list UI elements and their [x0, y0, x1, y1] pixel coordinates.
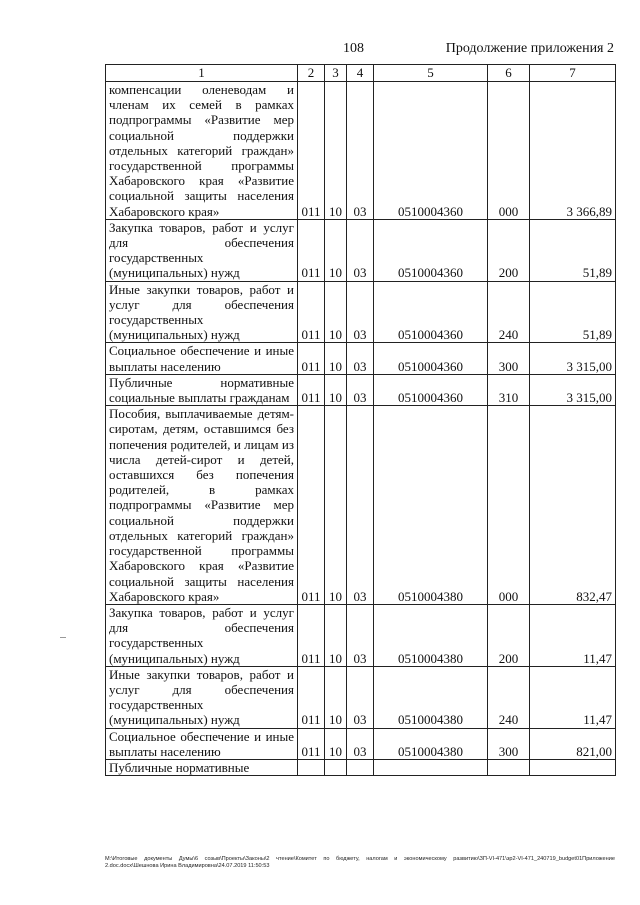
- row-section: 10: [325, 728, 347, 759]
- row-target-article: 0510004380: [374, 728, 488, 759]
- row-target-article: 0510004380: [374, 604, 488, 666]
- row-section: 10: [325, 343, 347, 374]
- row-amount: 821,00: [530, 728, 616, 759]
- row-target-article: 0510004360: [374, 82, 488, 220]
- row-section: 10: [325, 406, 347, 605]
- row-admin-code: 011: [298, 666, 325, 728]
- table-row: [106, 666, 616, 728]
- col-header-5: 5: [374, 65, 488, 82]
- row-target-article: 0510004360: [374, 281, 488, 343]
- row-section: 10: [325, 374, 347, 405]
- col-header-6: 6: [488, 65, 530, 82]
- table-row-partial: [106, 759, 616, 775]
- row-admin-code: 011: [298, 219, 325, 281]
- row-name: Иные закупки товаров, работ и услуг для обеспечения государственных (муниципальных) нужд: [106, 281, 298, 343]
- row-expense-type: 240: [488, 666, 530, 728]
- row-name: Публичные нормативные социальные выплаты гражданам: [106, 374, 298, 405]
- row-target-article: 0510004360: [374, 219, 488, 281]
- row-amount: 3 315,00: [530, 343, 616, 374]
- col-header-4: 4: [347, 65, 374, 82]
- col-header-3: 3: [325, 65, 347, 82]
- row-amount: 832,47: [530, 406, 616, 605]
- row-section: 10: [325, 604, 347, 666]
- row-amount: 11,47: [530, 666, 616, 728]
- row-amount: 11,47: [530, 604, 616, 666]
- row-admin-code: 011: [298, 82, 325, 220]
- row-amount: 51,89: [530, 281, 616, 343]
- row-subsection: 03: [347, 374, 374, 405]
- row-name: Закупка товаров, работ и услуг для обеспечения государственных (муниципальных) нужд: [106, 604, 298, 666]
- row-expense-type: 200: [488, 219, 530, 281]
- row-section: 10: [325, 219, 347, 281]
- row-expense-type: 300: [488, 343, 530, 374]
- row-subsection: 03: [347, 219, 374, 281]
- col-header-2: 2: [298, 65, 325, 82]
- row-admin-code: 011: [298, 374, 325, 405]
- row-subsection: 03: [347, 604, 374, 666]
- empty-cell: [298, 759, 325, 775]
- table-row: [106, 728, 616, 759]
- row-subsection: 03: [347, 406, 374, 605]
- table-row: [106, 281, 616, 343]
- table-row: [106, 82, 616, 220]
- row-admin-code: 011: [298, 728, 325, 759]
- row-name: Закупка товаров, работ и услуг для обеспечения государственных (муниципальных) нужд: [106, 219, 298, 281]
- row-expense-type: 000: [488, 82, 530, 220]
- row-admin-code: 011: [298, 343, 325, 374]
- row-name: компенсации оленеводам и членам их семей в рамках подпрограммы «Развитие мер социальной поддержки отдельных категорий граждан» государственной программы Хабаровского края «Развитие социальной защиты населения Хабаровского края»: [106, 82, 298, 220]
- budget-table: [105, 64, 616, 776]
- row-admin-code: 011: [298, 604, 325, 666]
- row-name: Социальное обеспечение и иные выплаты населению: [106, 343, 298, 374]
- row-target-article: 0510004360: [374, 374, 488, 405]
- table-row: [106, 219, 616, 281]
- page-number: 108: [343, 41, 364, 56]
- row-expense-type: 000: [488, 406, 530, 605]
- row-target-article: 0510004380: [374, 406, 488, 605]
- row-subsection: 03: [347, 343, 374, 374]
- row-admin-code: 011: [298, 406, 325, 605]
- row-expense-type: 310: [488, 374, 530, 405]
- row-target-article: 0510004380: [374, 666, 488, 728]
- table-row: [106, 374, 616, 405]
- col-header-7: 7: [530, 65, 616, 82]
- table-row: [106, 604, 616, 666]
- row-amount: 3 366,89: [530, 82, 616, 220]
- row-name: Публичные нормативные: [106, 759, 298, 775]
- row-expense-type: 240: [488, 281, 530, 343]
- table-row: [106, 343, 616, 374]
- row-subsection: 03: [347, 281, 374, 343]
- row-amount: 3 315,00: [530, 374, 616, 405]
- row-section: 10: [325, 281, 347, 343]
- continuation-label: Продолжение приложения 2: [445, 41, 614, 56]
- empty-cell: [488, 759, 530, 775]
- row-section: 10: [325, 82, 347, 220]
- row-name: Иные закупки товаров, работ и услуг для обеспечения государственных (муниципальных) нужд: [106, 666, 298, 728]
- file-path-footer: М:\Итоговые документы Думы\6 созыв\Проекты\Законы\2 чтение\Комитет по бюджету, налогам и экономическому развитию\ЗП-VI-471\зр2-VI-471_240719_budget01Приложение 2.doc.docx\Шешнова Ирина Владимировна\24.07.2019 11:50:53: [105, 856, 615, 869]
- row-subsection: 03: [347, 666, 374, 728]
- row-expense-type: 300: [488, 728, 530, 759]
- row-name: Пособия, выплачиваемые детям-сиротам, детям, оставшимся без попечения родителей, и лицам из числа детей-сирот и детей, оставшихся без попечения родителей, в рамках подпрограммы «Развитие мер социальной поддержки отдельных категорий граждан» государственной программы Хабаровского края «Развитие социальной защиты населения Хабаровского края»: [106, 406, 298, 605]
- row-admin-code: 011: [298, 281, 325, 343]
- row-target-article: 0510004360: [374, 343, 488, 374]
- col-header-1: 1: [106, 65, 298, 82]
- row-subsection: 03: [347, 82, 374, 220]
- row-subsection: 03: [347, 728, 374, 759]
- table-row: [106, 406, 616, 605]
- row-expense-type: 200: [488, 604, 530, 666]
- empty-cell: [347, 759, 374, 775]
- empty-cell: [325, 759, 347, 775]
- row-amount: 51,89: [530, 219, 616, 281]
- row-section: 10: [325, 666, 347, 728]
- empty-cell: [530, 759, 616, 775]
- empty-cell: [374, 759, 488, 775]
- margin-mark: [60, 637, 66, 638]
- row-name: Социальное обеспечение и иные выплаты населению: [106, 728, 298, 759]
- header-row: [106, 65, 616, 82]
